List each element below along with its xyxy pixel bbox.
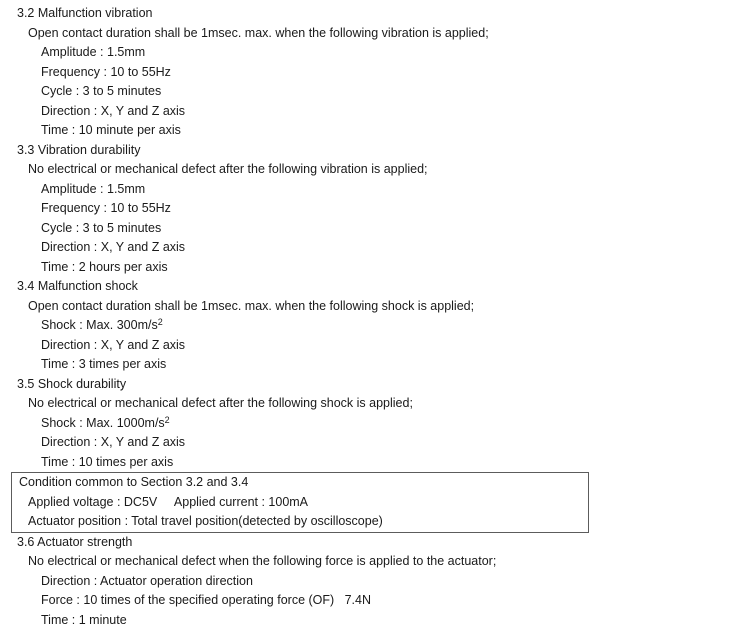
line-text: No electrical or mechanical defect when the following force is applied to the actuator; [28,554,497,568]
spec-item [0,355,756,375]
line-text: Direction : X, Y and Z axis [41,435,186,449]
line-text: Frequency : 10 to 55Hz [41,201,171,215]
line-text: Shock : Max. 300m/s [41,318,158,332]
line-text: No electrical or mechanical defect after the following vibration is applied; [28,162,428,176]
spec-item [0,453,756,473]
spec-item [0,219,756,239]
box-spec-item [12,493,588,513]
line-text: Force : 10 times of the specified operating force (OF) 7.4N [41,593,372,607]
spec-item [0,258,756,278]
line-text: Direction : X, Y and Z axis [41,240,186,254]
box-title [12,473,588,493]
section-description [0,552,756,572]
spec-item [0,82,756,102]
line-text: Time : 10 minute per axis [41,123,181,137]
spec-item [0,180,756,200]
section-heading [0,533,756,553]
spec-item [0,336,756,356]
line-text: Time : 2 hours per axis [41,259,168,274]
section-heading [0,4,756,24]
section-heading [0,277,756,297]
section-heading [0,141,756,161]
spec-item [0,611,756,631]
superscript: 2 [157,317,163,327]
line-text: Open contact duration shall be 1msec. max. when the following vibration is applied; [28,25,489,40]
section-description [0,297,756,317]
line-text: Cycle : 3 to 5 minutes [41,220,162,235]
line-text: Time : 1 minute [41,612,127,627]
line-text: Time : 3 times per axis [41,357,167,371]
section-description [0,160,756,180]
line-text: Condition common to Section 3.2 and 3.4 [19,475,249,489]
spec-item [0,414,756,434]
line-text: 3.5 Shock durability [17,376,127,391]
spec-item [0,572,756,592]
spec-item [0,316,756,336]
line-text: Direction : X, Y and Z axis [41,103,186,118]
spec-item [0,591,756,611]
section-heading [0,375,756,395]
line-text: Cycle : 3 to 5 minutes [41,84,162,98]
section-description [0,24,756,44]
line-text: Direction : X, Y and Z axis [41,337,186,352]
spec-item [0,433,756,453]
line-text: Amplitude : 1.5mm [41,181,146,196]
line-text: Shock : Max. 1000m/s [41,415,165,430]
spec-item [0,43,756,63]
line-text: 3.4 Malfunction shock [17,279,138,293]
line-text: No electrical or mechanical defect after the following shock is applied; [28,396,413,410]
line-text: 3.2 Malfunction vibration [17,6,153,20]
line-text: Frequency : 10 to 55Hz [41,64,171,79]
superscript: 2 [164,414,170,425]
line-text: 3.6 Actuator strength [17,534,133,549]
section-description [0,394,756,414]
spec-item [0,121,756,141]
line-text: Direction : Actuator operation direction [41,573,253,588]
common-conditions-box [11,472,589,533]
line-text: Open contact duration shall be 1msec. max. when the following shock is applied; [28,298,475,313]
spec-item [0,238,756,258]
spec-item [0,63,756,83]
line-text: Time : 10 times per axis [41,454,174,469]
line-text: Actuator position : Total travel position(detected by oscilloscope) [28,514,383,528]
spec-item [0,102,756,122]
line-text: 3.3 Vibration durability [17,142,141,157]
line-text: Applied voltage : DC5V Applied current : 100mA [28,494,309,509]
line-text: Amplitude : 1.5mm [41,45,146,59]
spec-item [0,199,756,219]
box-spec-item [12,512,588,532]
